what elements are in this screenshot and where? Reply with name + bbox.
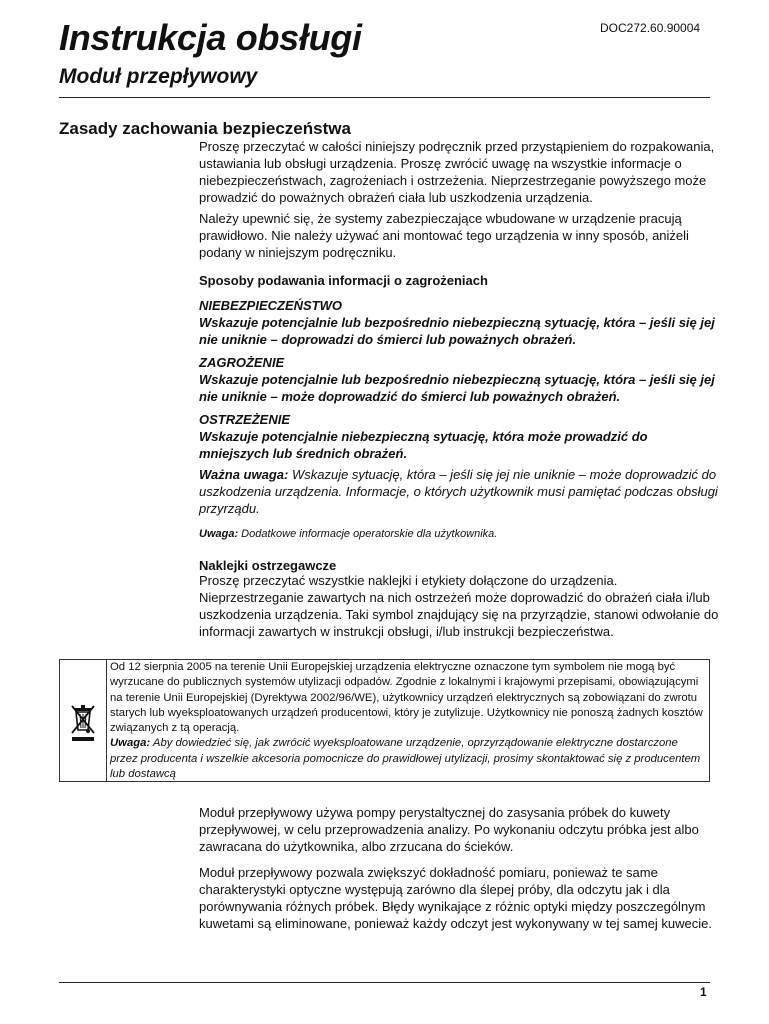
safety-paragraph-1: Proszę przeczytać w całości niniejszy podręcznik przed przystąpieniem do rozpakowania, ustawiania lub obsługi urządzenia. Proszę zwrócić uwagę na wszystkie informacje o niebezpieczeństwach, zagrożeniach i ostrzeżenia. Nieprzestrzeganie powyższego może prowadzić do poważnych obrażeń ciała lub uszkodzenia urządzenia.	[199, 139, 715, 205]
safety-paragraph-2: Należy upewnić się, że systemy zabezpieczające wbudowane w urządzenie pracują prawidłowo. Nie należy używać ani montować tego urządzenia w inny sposób, aniżeli podany w niniejszym podręczniku.	[199, 211, 689, 260]
weee-note	[110, 736, 705, 782]
warning-labels-text: Proszę przeczytać wszystkie naklejki i etykiety dołączone do urządzenia. Nieprzestrzeganie zawartych na nich ostrzeżeń może doprowadzić do obrażeń ciała i/lub uszkodzenia urządzenia. Taki symbol znajdujący się na przyrządzie, stanowi odwołanie do informacji zawartych w instrukcji obsługi, i/lub instrukcji bezpieczeństwa.	[199, 573, 719, 639]
note-block	[199, 527, 719, 541]
hazard-text: Wskazuje potencjalnie niebezpieczną sytuację, która może prowadzić do mniejszych lub średnich obrażeń.	[199, 429, 648, 461]
hazard-label: OSTRZEŻENIE	[199, 412, 291, 427]
hazard-danger	[199, 297, 719, 348]
document-code: DOC272.60.90004	[600, 21, 701, 35]
hazard-caution	[199, 411, 719, 462]
document-subtitle: Moduł przepływowy	[59, 65, 258, 88]
header-divider	[59, 97, 710, 98]
hazard-warning	[199, 354, 719, 405]
document-title: Instrukcja obsługi	[59, 17, 362, 58]
weee-text-cell	[110, 660, 705, 782]
hazard-info-heading: Sposoby podawania informacji o zagrożeniach	[199, 273, 488, 288]
crossed-out-wheelie-bin-icon	[68, 700, 98, 742]
module-description-paragraph-1: Moduł przepływowy używa pompy perystaltycznej do zasysania próbek do kuwety przepływowej, w celu przeprowadzenia analizy. Po wykonaniu odczytu próbka jest albo zawracana do użytkownika, albo zrzucana do ścieków.	[199, 805, 699, 854]
module-description-paragraph-2: Moduł przepływowy pozwala zwiększyć dokładność pomiaru, ponieważ te same charakterystyki optyczne występują zarówno dla ślepej próby, dla odczytu jak i dla porównywania różnych próbek. Błędy wynikające z różnic optyki między poszczególnym kuwetami są eliminowane, ponieważ każdy odczyt jest wykonywany w tej samej kuwecie.	[199, 865, 712, 931]
weee-note-text: Aby dowiedzieć się, jak zwrócić wyeksploatowane urządzenie, oprzyrządowanie elektryczne dostarczone przez producenta i wszelkie akcesoria pomocnicze do prawidłowej utylizacji, prosimy skontaktować się z producentem lub dostawcą	[110, 737, 701, 781]
notice-text: Wskazuje sytuację, która – jeśli się jej nie uniknie – może doprowadzić do uszkodzenia urządzenia. Informacje, o których użytkownik musi pamiętać podczas obsługi przyrządu.	[199, 467, 718, 516]
footer-divider	[59, 982, 710, 983]
hazard-text: Wskazuje potencjalnie lub bezpośrednio niebezpieczną sytuację, która – jeśli się jej nie uniknie – doprowadzi do śmierci lub poważnych obrażeń.	[199, 315, 715, 347]
page-number: 1	[700, 985, 707, 999]
hazard-text: Wskazuje potencjalnie lub bezpośrednio niebezpieczną sytuację, która – jeśli się jej nie uniknie – może doprowadzić do śmierci lub poważnych obrażeń.	[199, 372, 715, 404]
warning-labels-heading: Naklejki ostrzegawcze	[199, 558, 337, 573]
weee-disposal-box	[59, 659, 710, 782]
weee-text: Od 12 sierpnia 2005 na terenie Unii Europejskiej urządzenia elektryczne oznaczone tym symbolem nie mogą być wyrzucane do publicznych systemów utylizacji odpadów. Zgodnie z lokalnymi i krajowymi przepisami, obowiązującymi na terenie Unii Europejskiej (Dyrektywa 2002/96/WE), użytkownicy urządzeń elektrycznych są zobowiązani do zwrotu starych lub wyeksploatowanych urządzeń producentowi, który je zutylizuje. Użytkownicy nie ponoszą żadnych kosztów związanych z tą operacją.	[110, 661, 703, 735]
notice-block	[199, 466, 719, 517]
weee-icon-cell	[60, 660, 107, 781]
section-heading: Zasady zachowania bezpieczeństwa	[59, 119, 351, 138]
weee-note-label: Uwaga:	[110, 737, 151, 750]
hazard-label: ZAGROŻENIE	[199, 355, 285, 370]
notice-label: Ważna uwaga:	[199, 467, 289, 482]
note-label: Uwaga:	[199, 528, 239, 540]
hazard-label: NIEBEZPIECZEŃSTWO	[199, 298, 343, 313]
note-text: Dodatkowe informacje operatorskie dla użytkownika.	[238, 528, 498, 540]
